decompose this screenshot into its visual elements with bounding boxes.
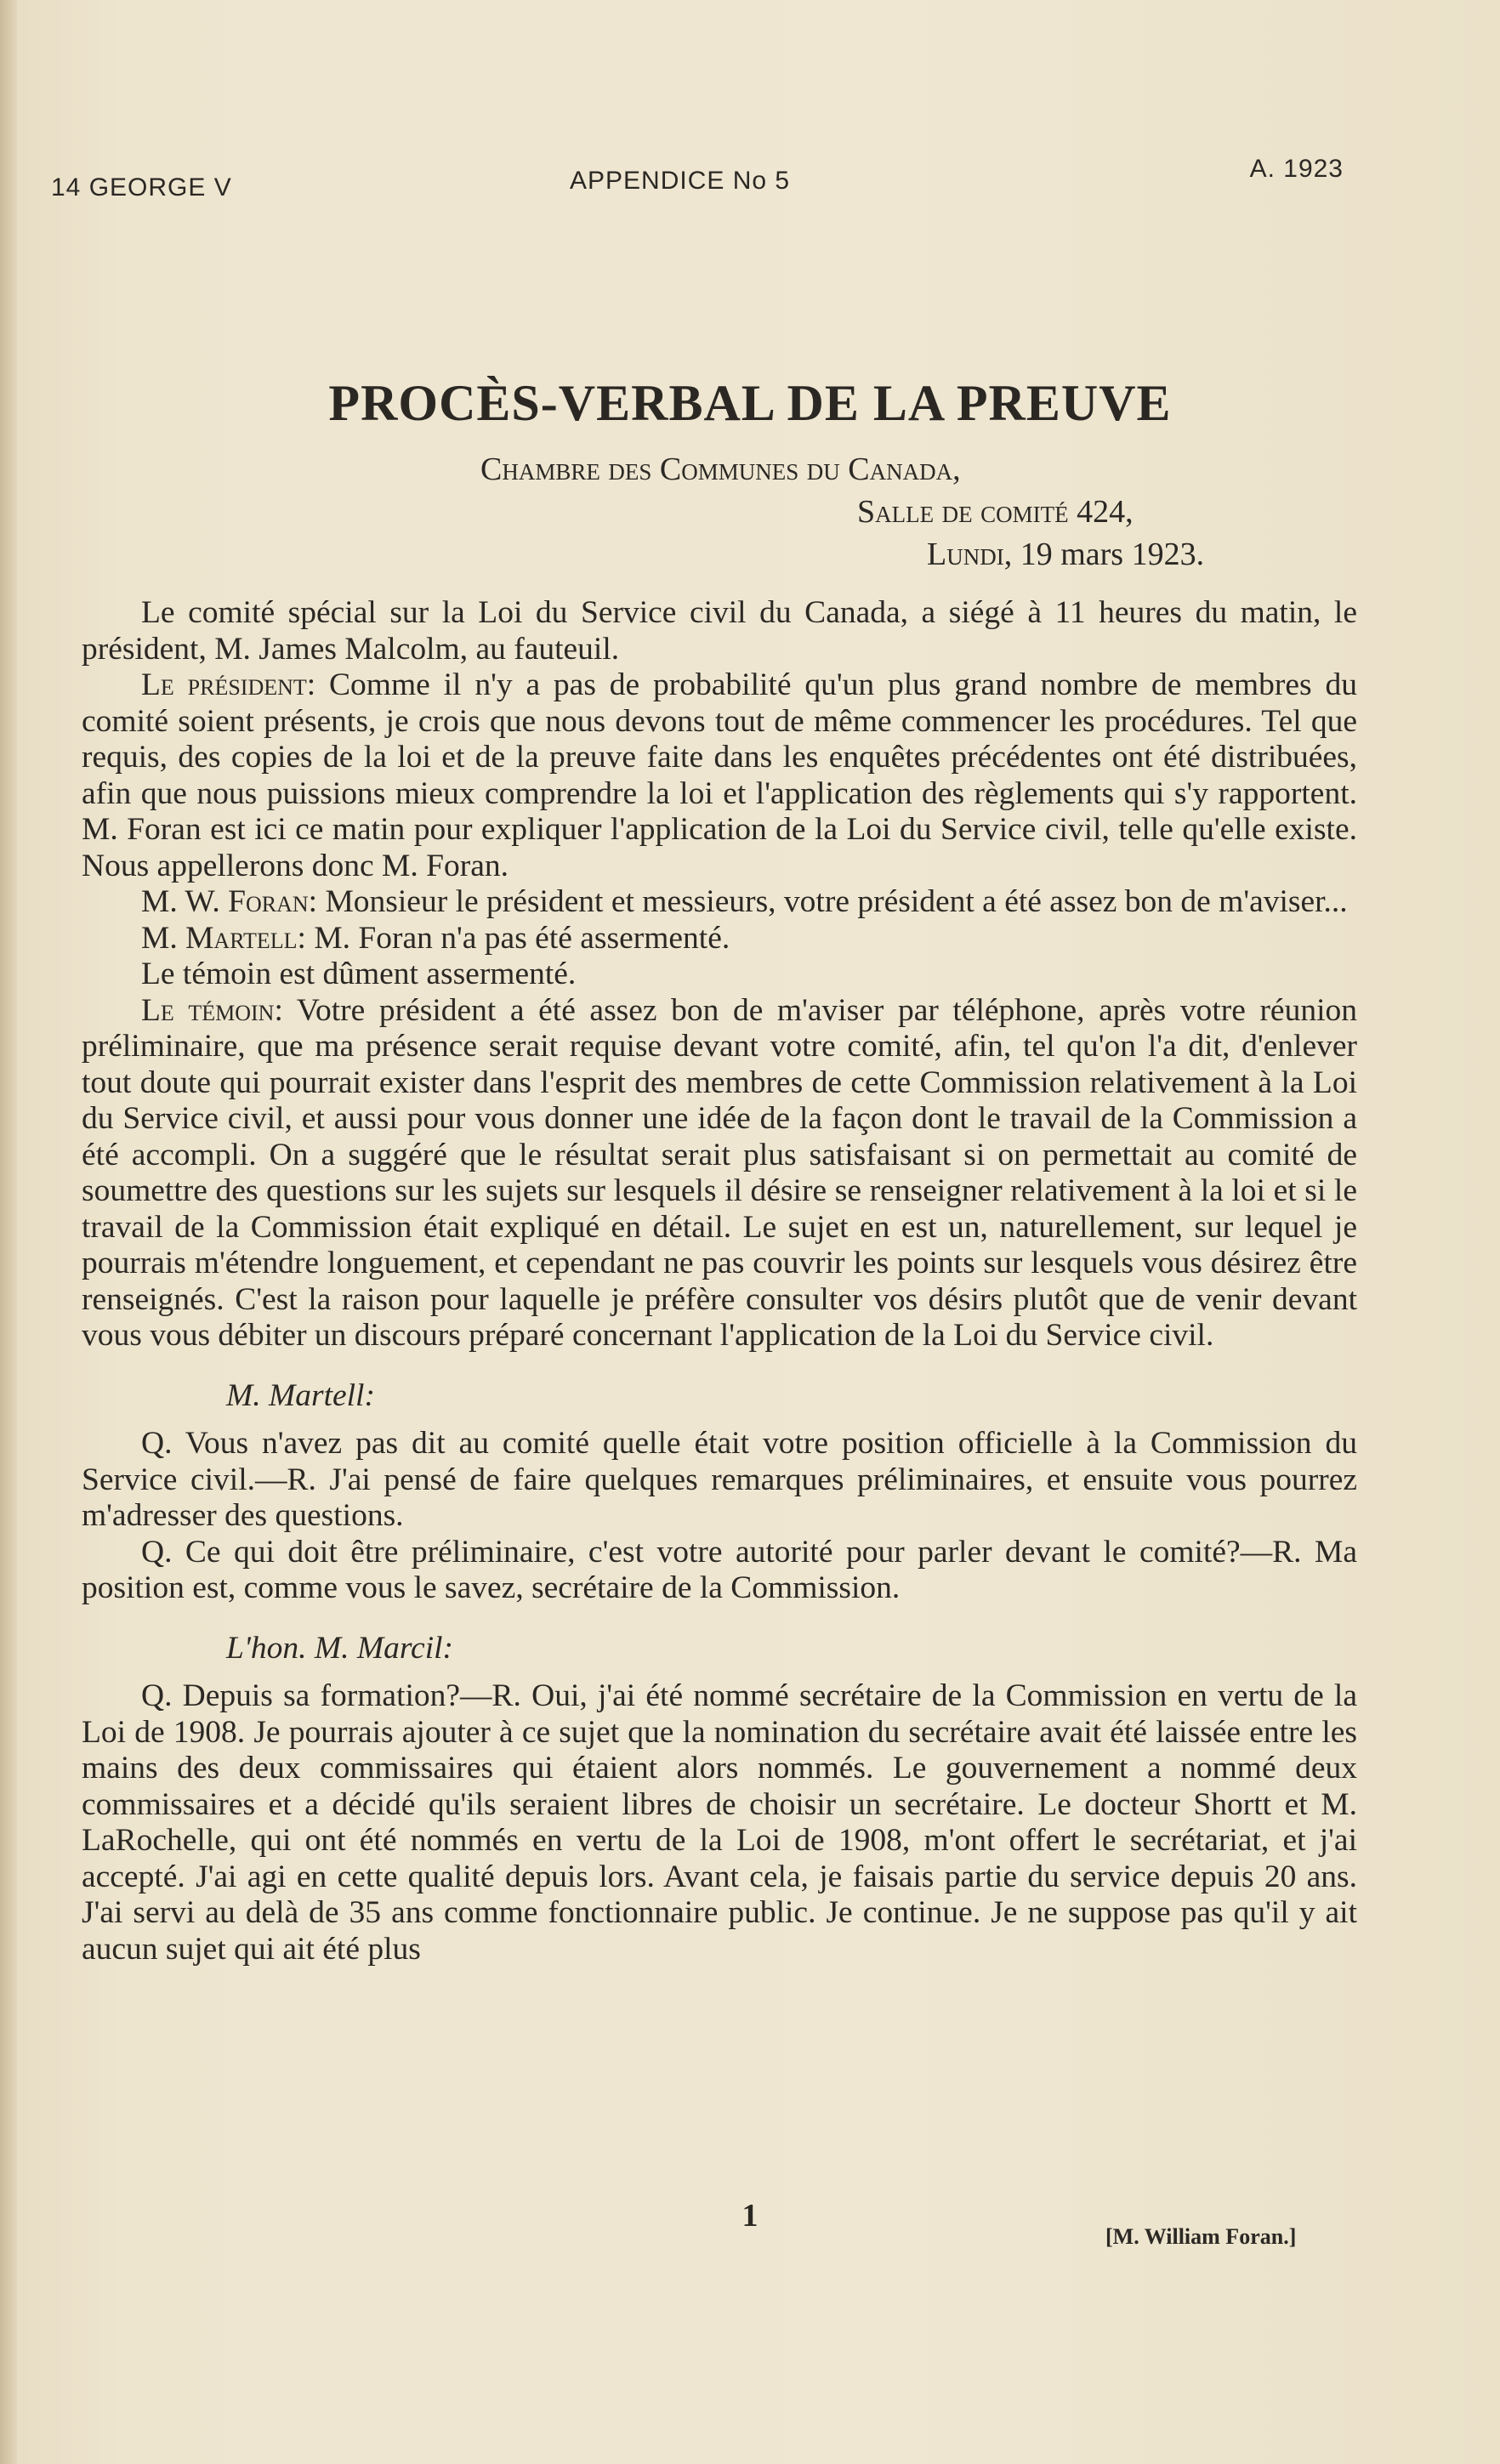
speech-text: Votre président a été assez bon de m'aviser par téléphone, après votre réunion préliminaire, que ma présence serait requise devant votre comité, afin, tel qu'on l'a dit, d'enlever tout doute qui pourrait exister dans l'esprit des membres de cette Commission relativement à la Loi du Service civil, et aussi pour vous donner une idée de la façon dont le travail de la Commission a été accompli. On a suggéré que le résultat serait plus satisfaisant si on permettait au comité de soumettre des questions sur les sujets sur lesquels il désire se renseigner relativement à la loi et si le travail de la Commission était expliqué en détail. Le sujet en est un, naturellement, sur lequel je pourrais m'étendre longuement, et cependant ne pas couvrir les points sur lesquels vous désirez être renseignés. C'est la raison pour laquelle je préfère consulter vos désirs plutôt que de venir devant vous vous débiter un discours préparé concernant l'application de la Loi du Service civil.	[82, 992, 1357, 1353]
examiner-heading-martell: M. Martell:	[226, 1377, 375, 1413]
dateline-date-value: 19 mars 1923.	[1012, 537, 1205, 572]
speech-text: Monsieur le président et messieurs, votre président a été assez bon de m'aviser...	[317, 884, 1348, 919]
dateline-day: Lundi,	[927, 537, 1013, 572]
question-answer: Q. Depuis sa formation?—R. Oui, j'ai été nommé secrétaire de la Commission en vertu de la Loi de 1908. Je pourrais ajouter à ce sujet que la nomination du secrétaire avait été laissée entre les mains des deux commissaires qui étaient alors nommés. Le gouvernement a nommé deux commissaires et a décidé qu'ils seraient libres de choisir un secrétaire. Le docteur Shortt et M. LaRochelle, qui ont été nommés en vertu de la Loi de 1908, m'ont offert le secrétariat, et j'ai accepté. J'ai agi en cette qualité depuis lors. Avant cela, je faisais partie du service depuis 20 ans. J'ai servi au delà de 35 ans comme fonctionnaire public. Je continue. Je ne suppose pas qu'il y ait aucun sujet qui ait été plus	[82, 1678, 1357, 1967]
paragraph-foran	[82, 884, 1357, 921]
dateline-date	[927, 536, 1204, 573]
dateline-room-number: 424,	[1068, 494, 1134, 530]
dateline-chamber: Chambre des Communes du Canada,	[480, 451, 961, 487]
examiner-heading-marcil: L'hon. M. Marcil:	[226, 1630, 454, 1666]
speaker-name: Le témoin:	[141, 992, 283, 1028]
paragraph-opening: Le comité spécial sur la Loi du Service civil du Canada, a siégé à 11 heures du matin, le président, M. James Malcolm, au fauteuil.	[82, 595, 1357, 667]
dateline-room	[857, 493, 1134, 531]
speaker-name: Le président:	[141, 667, 316, 702]
header-left: 14 GEORGE V	[51, 173, 232, 202]
speaker-name: M. Martell:	[141, 920, 306, 956]
paragraph-martell	[82, 921, 1357, 957]
header-right: A. 1923	[1249, 155, 1344, 183]
binding-gutter	[0, 0, 17, 2464]
body-text	[82, 595, 1357, 1967]
footnote-witness: [M. William Foran.]	[1105, 2224, 1297, 2249]
speaker-name: M. W. Foran:	[141, 884, 318, 919]
paragraph-sworn: Le témoin est dûment assermenté.	[141, 957, 577, 991]
speech-text: M. Foran n'a pas été assermenté.	[305, 920, 730, 956]
page-number: 1	[741, 2198, 759, 2234]
paragraph-witness	[82, 993, 1357, 1354]
running-header	[51, 155, 1344, 204]
question-answer: Q. Vous n'avez pas dit au comité quelle était votre position officielle à la Commission du Service civil.—R. J'ai pensé de faire quelques remarques préliminaires, et ensuite vous pourrez m'adresser des questions.	[82, 1426, 1357, 1533]
header-center: APPENDICE No 5	[570, 167, 791, 195]
question-answer: Q. Ce qui doit être préliminaire, c'est votre autorité pour parler devant le comité?—R. Ma position est, comme vous le savez, secrétaire de la Commission.	[82, 1534, 1357, 1605]
paragraph-president	[82, 667, 1357, 884]
speech-text: Comme il n'y a pas de probabilité qu'un plus grand nombre de membres du comité soient présents, je crois que nous devons tout de même commencer les procédures. Tel que requis, des copies de la loi et de la preuve faite dans les enquêtes précédentes ont été distribuées, afin que nous puissions mieux comprendre la loi et l'application des règlements qui s'y rapportent. M. Foran est ici ce matin pour expliquer l'application de la Loi du Service civil, telle qu'elle existe. Nous appellerons donc M. Foran.	[82, 667, 1357, 883]
dateline-room-label: Salle de comité	[857, 494, 1069, 530]
page-title: PROCÈS-VERBAL DE LA PREUVE	[328, 375, 1172, 431]
